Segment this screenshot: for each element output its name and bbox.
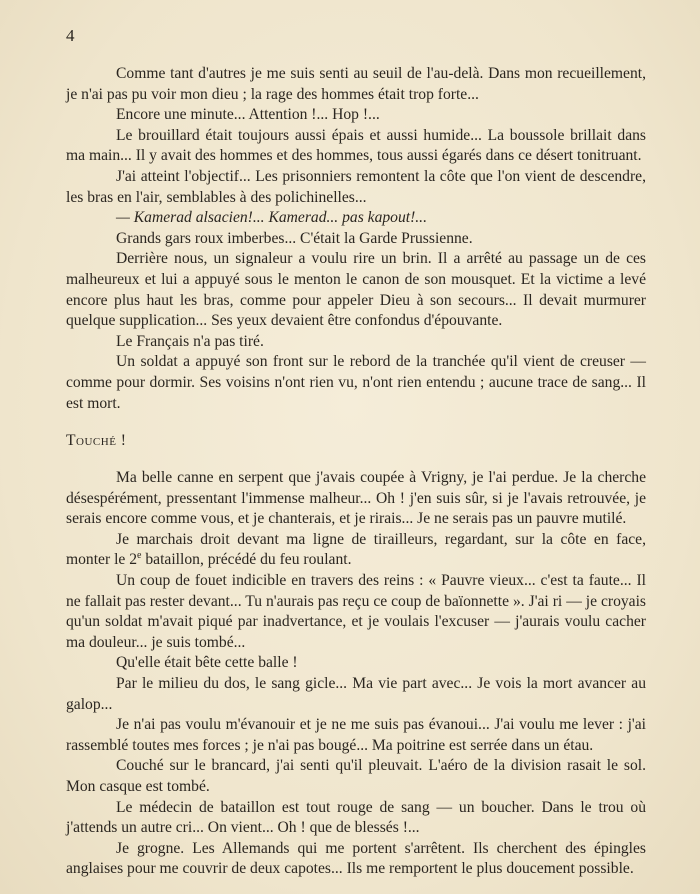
section-heading — [66, 432, 127, 450]
section-heading-text: Touché ! — [66, 432, 127, 449]
paragraph — [66, 530, 646, 571]
paragraph: Comme tant d'autres je me suis senti au seuil de l'au-delà. Dans mon recueillement, je n'ai pas pu voir mon dieu ; la rage des hommes était trop forte... — [66, 65, 646, 103]
dialogue-line: — Kamerad alsacien!... Kamerad... pas kapout!... — [116, 209, 427, 227]
paragraph: Je n'ai pas voulu m'évanouir et je ne me suis pas évanoui... J'ai voulu me lever : j'ai rassemblé toutes mes forces ; je n'ai pas bougé... Ma poitrine est serrée dans un étau. — [66, 716, 646, 754]
paragraph: Par le milieu du dos, le sang gicle... Ma vie part avec... Je vois la mort avancer au galop... — [66, 674, 646, 713]
page-number: 4 — [66, 26, 75, 45]
paragraph: Le brouillard était toujours aussi épais et aussi humide... La boussole brillait dans ma main... Il y avait des hommes et des hommes, tous aussi égarés dans ce désert tonitruant. — [66, 126, 646, 165]
section-1-text — [66, 64, 646, 414]
paragraph: Un soldat a appuyé son front sur le rebord de la tranchée qu'il vient de creuser — comme pour dormir. Ses voisins n'ont rien vu, n'ont rien entendu ; aucune trace de sang... Il est mort. — [66, 353, 646, 412]
paragraph: Grands gars roux imberbes... C'était la Garde Prussienne. — [116, 229, 473, 247]
paragraph: Un coup de fouet indicible en travers des reins : « Pauvre vieux... c'est ta faute... Il ne fallait pas rester devant... Tu n'aurais pas reçu ce coup de baïonnette ». J'ai ri — je croyais qu'un soldat m'avait piqué par inadvertance, et je voulais l'excuser — j'aurais voulu cacher ma douleur... je suis tombé... — [66, 571, 646, 651]
paragraph: Derrière nous, un signaleur a voulu rire un brin. Il a arrêté au passage un de ces malheureux et lui a appuyé sous le menton le canon de son mousquet. Et la victime a levé encore plus haut les bras, comme pour appeler Dieu à son secours... Il devait murmurer quelque supplication... Ses yeux devaient être confondus d'épouvante. — [66, 250, 646, 330]
paragraph: Couché sur le brancard, j'ai senti qu'il pleuvait. L'aéro de la division rasait le sol. Mon casque est tombé. — [66, 757, 646, 795]
paragraph: J'ai atteint l'objectif... Les prisonniers remontent la côte que l'on vient de descendre, les bras en l'air, semblables à des polichinelles... — [66, 167, 646, 206]
paragraph: Ma belle canne en serpent que j'avais coupée à Vrigny, je l'ai perdue. Je la cherche désespérément, pressentant l'immense malheur... Oh ! j'en suis sûr, si je l'avais retrouvée, je serais encore comme vous, et je chanterais, et je rirais... Je ne serais pas un pauvre mutilé. — [66, 469, 646, 528]
paragraph: Le médecin de bataillon est tout rouge de sang — un boucher. Dans le trou où j'attends un autre cri... On vient... Oh ! que de blessés !... — [66, 798, 646, 837]
paragraph-text: Je marchais droit devant ma ligne de tirailleurs, regardant, sur la côte en face, monter le 2 — [66, 530, 646, 569]
paragraph-text: bataillon, précédé du feu roulant. — [141, 551, 352, 569]
paragraph: Je grogne. Les Allemands qui me portent s'arrêtent. Ils cherchent des épingles anglaises pour me couvrir de deux capotes... Ils me remportent le plus doucement possible. — [66, 839, 646, 878]
paragraph: Qu'elle était bête cette balle ! — [116, 654, 298, 672]
superscript: e — [137, 550, 142, 562]
paragraph: Le Français n'a pas tiré. — [116, 332, 264, 350]
paragraph: Encore une minute... Attention !... Hop !... — [116, 106, 380, 124]
section-2-text — [66, 468, 646, 880]
